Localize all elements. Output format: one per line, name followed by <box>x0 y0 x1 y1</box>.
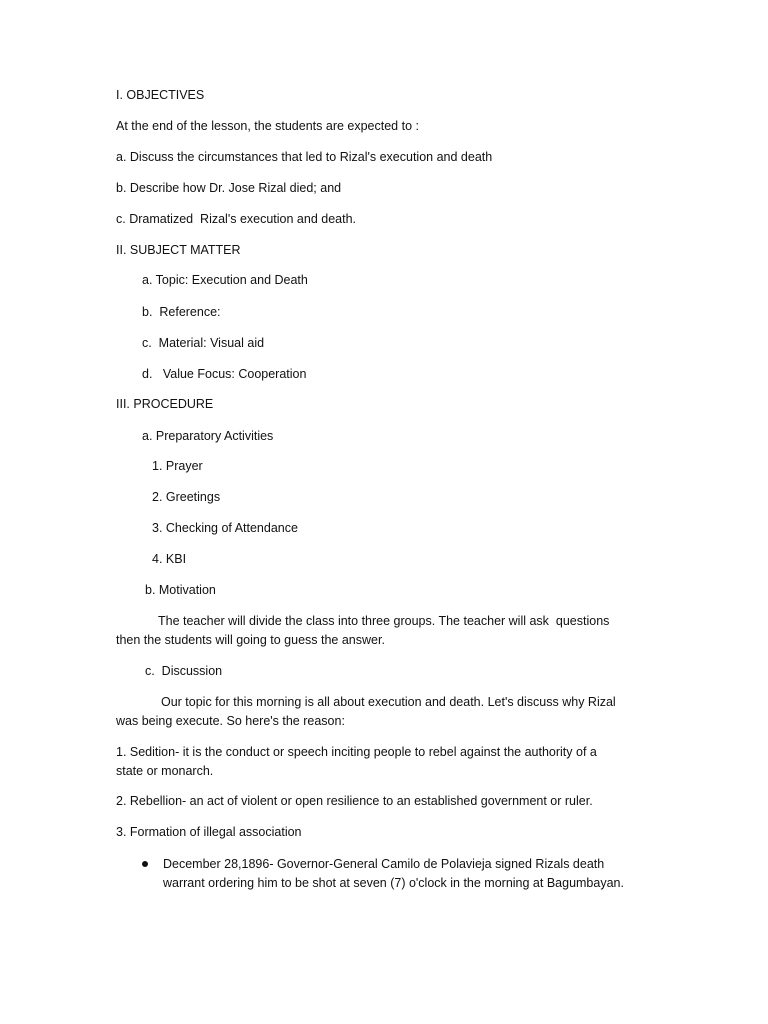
bullet-text-line-2: warrant ordering him to be shot at seven (7) o'clock in the morning at Bagumbayan. <box>163 876 624 890</box>
reason-sedition-line-2: state or monarch. <box>116 764 214 778</box>
motivation-text-line-2: then the students will going to guess the answer. <box>116 633 385 647</box>
objectives-intro: At the end of the lesson, the students are expected to : <box>116 119 419 133</box>
discussion-text-line-1: Our topic for this morning is all about execution and death. Let's discuss why Rizal <box>161 695 616 709</box>
discussion-label: c. Discussion <box>145 664 223 678</box>
bullet-text-line-1: December 28,1896- Governor-General Camilo de Polavieja signed Rizals death <box>163 857 605 871</box>
subject-item-material: c. Material: Visual aid <box>142 336 265 350</box>
subject-item-reference: b. Reference: <box>142 305 221 319</box>
subject-item-value-focus: d. Value Focus: Cooperation <box>142 367 307 381</box>
preparatory-activities-label: a. Preparatory Activities <box>142 429 274 443</box>
reason-illegal-association: 3. Formation of illegal association <box>116 825 302 839</box>
subject-item-topic: a. Topic: Execution and Death <box>142 273 308 287</box>
motivation-label: b. Motivation <box>145 583 216 597</box>
section-heading-subject-matter: II. SUBJECT MATTER <box>116 243 241 257</box>
objective-item-c: c. Dramatized Rizal's execution and death. <box>116 212 357 226</box>
section-heading-objectives: I. OBJECTIVES <box>116 88 205 102</box>
section-heading-procedure: III. PROCEDURE <box>116 397 214 411</box>
discussion-text-line-2: was being execute. So here's the reason: <box>116 714 345 728</box>
motivation-text-line-1: The teacher will divide the class into three groups. The teacher will ask questions <box>158 614 610 628</box>
objective-item-b: b. Describe how Dr. Jose Rizal died; and <box>116 181 342 195</box>
preparatory-item-greetings: 2. Greetings <box>152 490 221 504</box>
bullet-icon <box>142 861 148 867</box>
reason-rebellion: 2. Rebellion- an act of violent or open resilience to an established government or ruler. <box>116 794 593 808</box>
preparatory-item-attendance: 3. Checking of Attendance <box>152 521 298 535</box>
preparatory-item-prayer: 1. Prayer <box>152 459 203 473</box>
preparatory-item-kbi: 4. KBI <box>152 552 187 566</box>
objective-item-a: a. Discuss the circumstances that led to Rizal's execution and death <box>116 150 493 164</box>
reason-sedition-line-1: 1. Sedition- it is the conduct or speech inciting people to rebel against the authority of a <box>116 745 597 759</box>
